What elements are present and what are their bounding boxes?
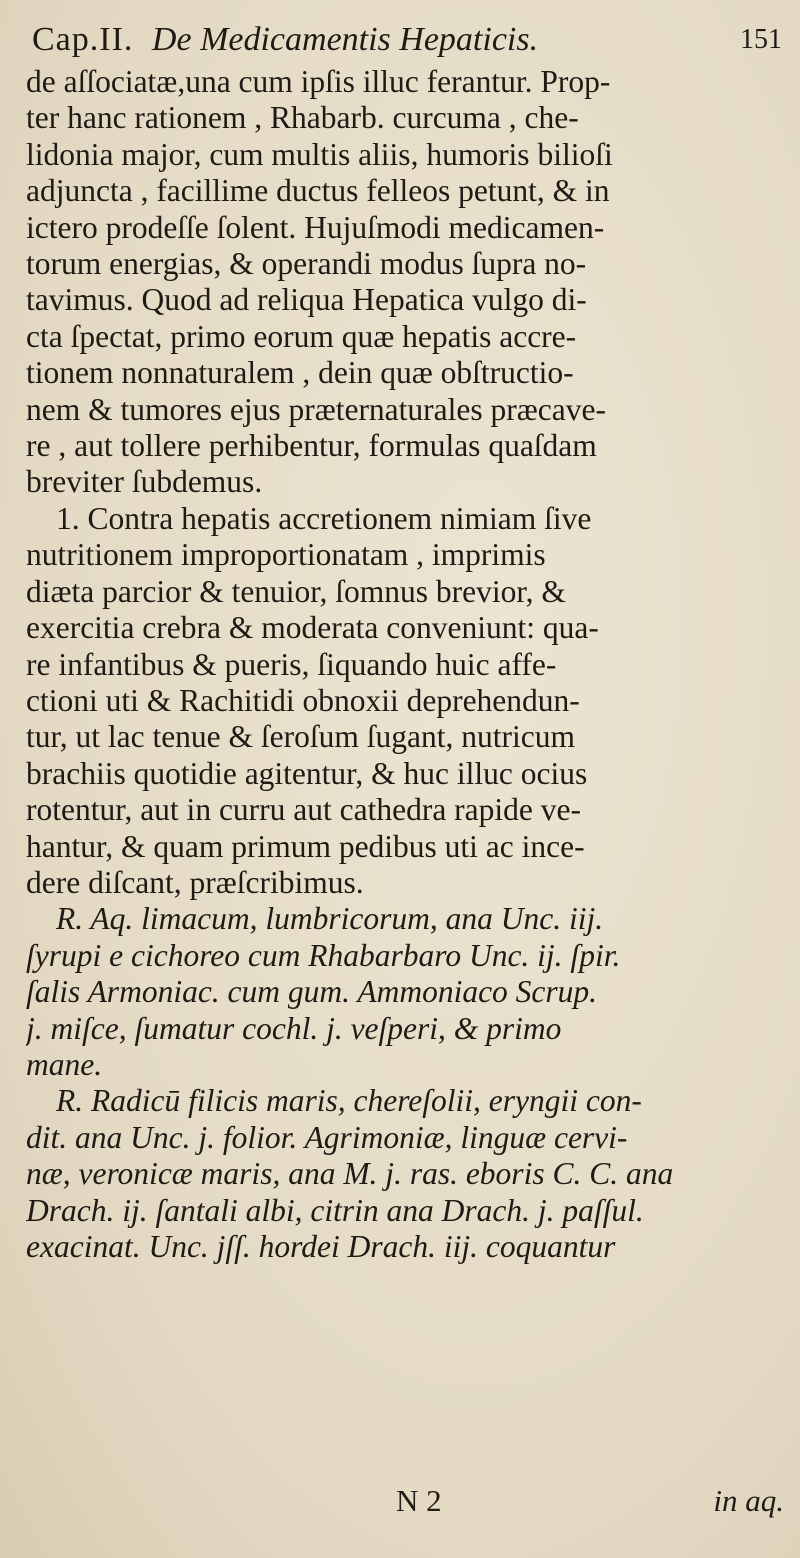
recipe-line: dit. ana Unc. j. folior. Agrimoniæ, linguæ cervi- xyxy=(26,1119,628,1155)
text-line: tavimus. Quod ad reliqua Hepatica vulgo di- xyxy=(26,282,587,318)
page-number: 151 xyxy=(740,24,782,55)
running-title: De Medicamentis Hepaticis. xyxy=(151,21,539,58)
text-line: nem & tumores ejus præternaturales præcave- xyxy=(26,391,606,427)
text-line: hantur, & quam primum pedibus uti ac ince- xyxy=(26,828,585,864)
text-line: cta ſpectat, primo eorum quæ hepatis accre- xyxy=(26,318,577,354)
text-line: breviter ſubdemus. xyxy=(26,464,263,500)
body-text xyxy=(26,64,794,1265)
text-line: re infantibus & pueris, ſiquando huic affe- xyxy=(26,646,557,682)
text-line: de aſſociatæ,una cum ipſis illuc ferantur. Prop- xyxy=(26,64,611,99)
text-line: dere diſcant, præſcribimus. xyxy=(26,864,364,900)
text-line: lidonia major, cum multis aliis, humoris bilioſi xyxy=(26,136,613,172)
text-line: re , aut tollere perhibentur, formulas quaſdam xyxy=(26,428,597,464)
text-line: torum energias, & operandi modus ſupra no- xyxy=(26,246,587,282)
text-line: rotentur, aut in curru aut cathedra rapide ve- xyxy=(26,792,581,828)
text-line: exercitia crebra & moderata conveniunt: qua- xyxy=(26,610,599,646)
text-line: nutritionem improportionatam , imprimis xyxy=(26,537,546,573)
catchword: in aq. xyxy=(713,1483,784,1518)
text-line: tionem nonnaturalem , dein quæ obſtructio- xyxy=(26,355,574,391)
text-line: ctioni uti & Rachitidi obnoxii deprehendun- xyxy=(26,682,580,718)
recipe-line: næ, veronicæ maris, ana M. j. ras. eboris C. C. ana xyxy=(26,1156,674,1192)
text-line: diæta parcior & tenuior, ſomnus brevior, & xyxy=(26,573,566,609)
signature-mark: N 2 xyxy=(396,1483,442,1518)
chapter-label: Cap.II. xyxy=(32,21,134,58)
page-footer xyxy=(26,1483,794,1519)
recipe-line: mane. xyxy=(26,1046,103,1082)
recipe-start: R. Aq. limacum, lumbricorum, ana Unc. iij. xyxy=(56,901,604,937)
paragraph-start: 1. Contra hepatis accretionem nimiam ſive xyxy=(56,500,592,536)
recipe-line: ſalis Armoniac. cum gum. Ammoniaco Scrup. xyxy=(26,974,598,1010)
text-line: tur, ut lac tenue & ſeroſum ſugant, nutricum xyxy=(26,719,575,755)
recipe-line: Drach. ij. ſantali albi, citrin ana Drach. j. paſſul. xyxy=(26,1192,644,1228)
text-line: adjuncta , facillime ductus felleos petunt, & in xyxy=(26,173,610,209)
running-header xyxy=(32,14,782,66)
recipe-line: j. miſce, ſumatur cochl. j. veſperi, & primo xyxy=(26,1010,562,1046)
recipe-line: exacinat. Unc. jſſ. hordei Drach. iij. coquantur xyxy=(26,1229,616,1264)
recipe-line: ſyrupi e cichoreo cum Rhabarbaro Unc. ij. ſpir. xyxy=(26,937,621,973)
text-line: brachiis quotidie agitentur, & huc illuc ocius xyxy=(26,755,588,791)
recipe-start: R. Radicū filicis maris, chereſolii, eryngii con- xyxy=(56,1083,642,1119)
text-line: ter hanc rationem , Rhabarb. curcuma , che- xyxy=(26,100,579,136)
text-line: ictero prodeſſe ſolent. Hujuſmodi medicamen- xyxy=(26,209,605,245)
